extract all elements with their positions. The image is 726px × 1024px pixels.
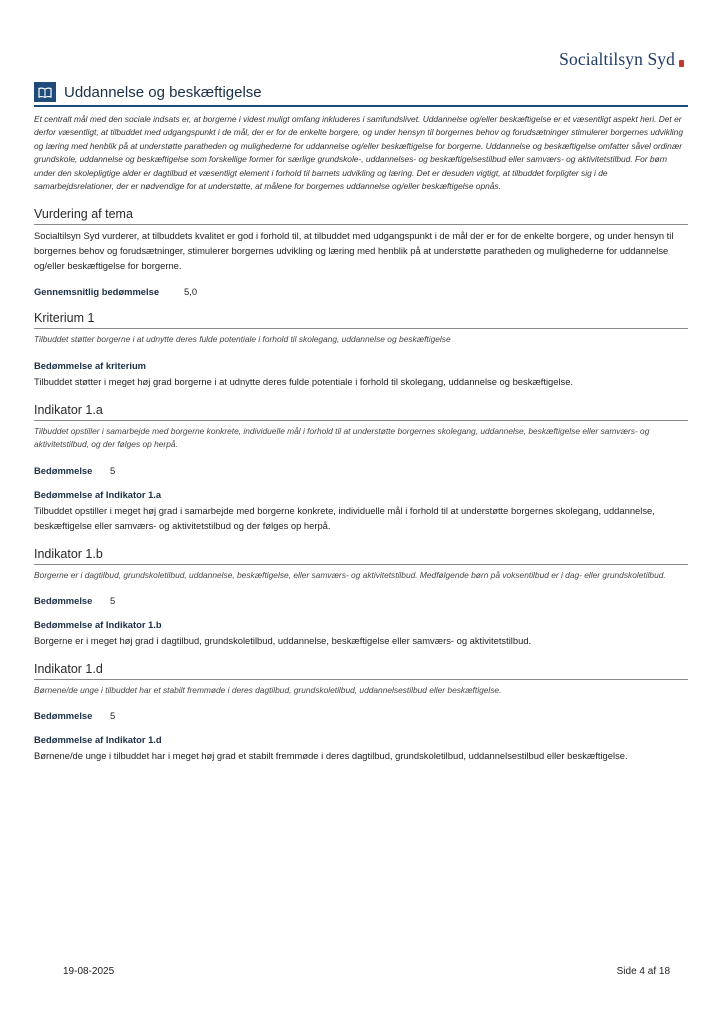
kriterium-heading: Kriterium 1 xyxy=(34,311,688,329)
logo-mark-icon xyxy=(679,60,684,67)
footer-page-number: Side 4 af 18 xyxy=(616,966,670,977)
vurdering-text: Socialtilsyn Syd vurderer, at tilbuddets kvalitet er god i forhold til, at tilbuddet med udgangspunkt i de mål der er for de enkelte borgere, og under hensyn til borgernes behov og forudsætninger, stimulerer borgernes udvikling og læring med henblik på at understøtte paratheden og mulighederne for uddannelse og/eller beskæftigelse for borgerne. xyxy=(34,230,674,272)
average-rating-label: Gennemsnitlig bedømmelse xyxy=(34,286,160,298)
kriterium-description: Tilbuddet støtter borgerne i at udnytte deres fulde potentiale i forhold til skolegang, uddannelse og beskæftigelse xyxy=(34,334,451,345)
indikator-1b-rating-label: Bedømmelse xyxy=(34,595,93,607)
vurdering-heading: Vurdering af tema xyxy=(34,207,688,225)
kriterium-assessment xyxy=(34,360,688,389)
indikator-1a-assessment-label: Bedømmelse af Indikator 1.a xyxy=(34,488,162,500)
indikator-1b-rating-value: 5 xyxy=(110,595,116,607)
indikator-1d-rating-value: 5 xyxy=(110,710,116,722)
socialtilsyn-logo xyxy=(559,49,684,70)
indikator-1d-heading: Indikator 1.d xyxy=(34,662,688,680)
topic-title: Uddannelse og beskæftigelse xyxy=(64,83,262,101)
kriterium-assessment-text: Tilbuddet støtter i meget høj grad borgerne i at udnytte deres fulde potentiale i forhold til skolegang, uddannelse og beskæftigelse. xyxy=(34,375,574,387)
indikator-1a-rating xyxy=(34,465,688,476)
indikator-1b-rating xyxy=(34,595,688,606)
indikator-1b-description: Borgerne er i dagtilbud, grundskoletilbud, uddannelse, beskæftigelse, eller samværs- og aktivitetstilbud. Medfølgende børn på voksentilbud er i dag- eller grundskoletilbud. xyxy=(34,569,666,580)
indikator-1a-description: Tilbuddet opstiller i samarbejde med borgerne konkrete, individuelle mål i forhold til at understøtte borgernes skolegang, uddannelse, beskæftigelse eller samværs- og aktivitetstilbud, og der følges op herpå. xyxy=(34,425,650,450)
logo-text: Socialtilsyn Syd xyxy=(559,49,675,69)
kriterium-assessment-label: Bedømmelse af kriterium xyxy=(34,359,147,371)
indikator-1a-assessment-text: Tilbuddet opstiller i meget høj grad i samarbejde med borgerne konkrete, individuelle mål i forhold til at understøtte borgernes skolegang, uddannelse, beskæftigelse eller samværs- og aktivitetstilbud og der følges op herpå. xyxy=(34,504,655,531)
indikator-1d-rating xyxy=(34,710,688,721)
indikator-1b-heading: Indikator 1.b xyxy=(34,547,688,565)
indikator-1b-assessment-text: Borgerne er i meget høj grad i dagtilbud, grundskoletilbud, uddannelse, beskæftigelse eller samværs- og aktivitetstilbud. xyxy=(34,635,532,647)
indikator-1b-assessment-label: Bedømmelse af Indikator 1.b xyxy=(34,619,162,631)
indikator-1a-rating-label: Bedømmelse xyxy=(34,464,93,476)
topic-intro: Et centralt mål med den sociale indsats er, at borgerne i videst muligt omfang inkluderes i samfundslivet. Uddannelse og/eller beskæftigelse er et væsentligt aspekt heri. Det er derfor væsentligt, at tilbuddet med udgangspunkt i de mål, der er for de enkelte borgere, og under hensyn til borgernes behov og forudsætninger stimulerer borgernes udvikling og læring med henblik på at understøtte paratheden og mulighederne for uddannelse og/eller beskæftigelse for borgerne. Uddannelse og beskæftigelse omfatter såvel ordinær grundskole, uddannelse og beskæftigelse som forskellige former for særlige grundskole-, uddannelses- og beskæftigelsestilbud eller samværs- og aktivitetstilbud. For børn under den skolepligtige alder er dagtilbud et væsentligt element i forhold til barnets udvikling og læring. Det er desuden vigtigt, at tilbuddet forpligter sig i de samarbejdsrelationer, der er nødvendige for at understøtte, at målene for borgernes uddannelse og/eller beskæftigelse opnås. xyxy=(34,114,683,192)
indikator-1d-assessment xyxy=(34,734,688,763)
indikator-1d-assessment-text: Børnene/de unge i tilbuddet har i meget høj grad et stabilt fremmøde i deres dagtilbud, grundskoletilbud, uddannelsestilbud eller beskæftigelse. xyxy=(34,750,628,762)
average-rating xyxy=(34,286,688,297)
indikator-1b-assessment xyxy=(34,619,688,648)
indikator-1a-assessment xyxy=(34,489,688,533)
book-icon xyxy=(34,82,56,102)
indikator-1d-description: Børnene/de unge i tilbuddet har et stabilt fremmøde i deres dagtilbud, grundskoletilbud, uddannelsestilbud eller beskæftigelse. xyxy=(34,685,502,696)
footer-date: 19-08-2025 xyxy=(63,966,115,977)
average-rating-value: 5,0 xyxy=(184,286,198,298)
topic-header xyxy=(34,82,688,107)
indikator-1d-assessment-label: Bedømmelse af Indikator 1.d xyxy=(34,734,162,746)
indikator-1a-heading: Indikator 1.a xyxy=(34,403,688,421)
indikator-1a-rating-value: 5 xyxy=(110,464,116,476)
indikator-1d-rating-label: Bedømmelse xyxy=(34,710,93,722)
page-content xyxy=(34,82,688,763)
